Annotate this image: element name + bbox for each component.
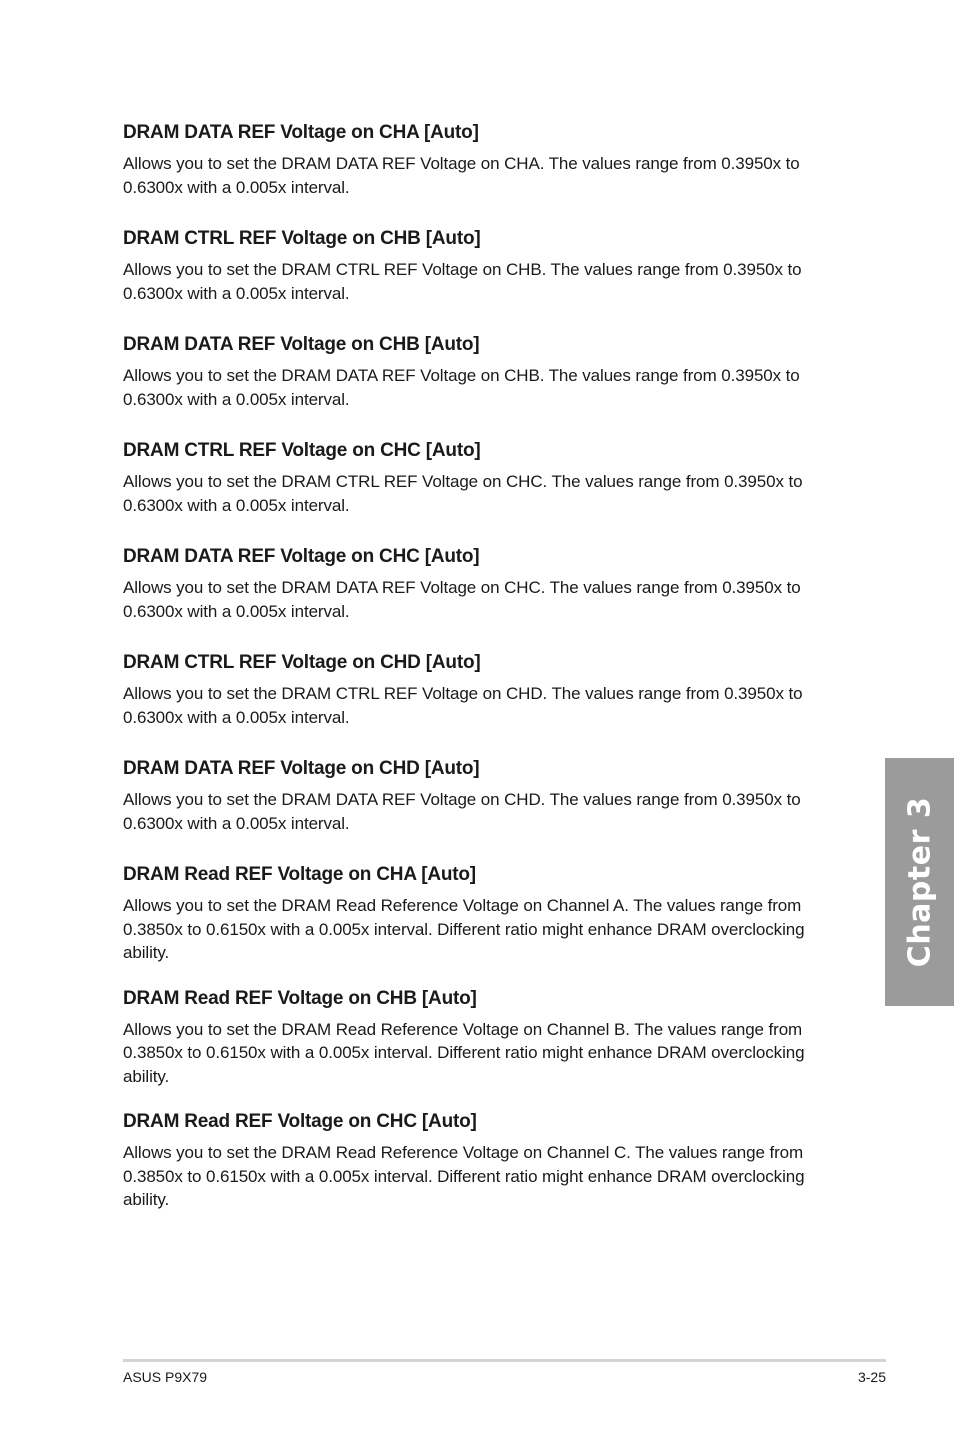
chapter-label: Chapter 3 [902,796,937,968]
page-content [123,121,835,1212]
section-dram-ctrl-ref-chb [123,227,835,305]
section-title: DRAM DATA REF Voltage on CHB [Auto] [123,334,480,355]
section-title: DRAM Read REF Voltage on CHC [Auto] [123,1111,477,1132]
footer-divider [123,1359,886,1362]
section-dram-ctrl-ref-chc [123,439,835,517]
section-dram-data-ref-cha [123,121,835,199]
section-title: DRAM DATA REF Voltage on CHA [Auto] [123,122,479,143]
section-description: Allows you to set the DRAM DATA REF Voltage on CHB. The values range from 0.3950x to 0.6300x with a 0.005x interval. [123,366,800,409]
footer-product-name: ASUS P9X79 [123,1369,208,1385]
section-dram-data-ref-chb [123,333,835,411]
section-dram-read-ref-chb [123,987,835,1089]
section-description: Allows you to set the DRAM Read Reference Voltage on Channel A. The values range from 0.3850x to 0.6150x with a 0.005x interval. Different ratio might enhance DRAM overclocking ability. [123,896,805,962]
section-description: Allows you to set the DRAM Read Reference Voltage on Channel B. The values range from 0.3850x to 0.6150x with a 0.005x interval. Different ratio might enhance DRAM overclocking ability. [123,1019,805,1086]
section-description: Allows you to set the DRAM CTRL REF Voltage on CHD. The values range from 0.3950x to 0.6300x with a 0.005x interval. [123,684,803,727]
section-dram-read-ref-chc [123,1110,835,1212]
section-dram-read-ref-cha [123,863,835,965]
section-title: DRAM DATA REF Voltage on CHC [Auto] [123,546,480,567]
chapter-tab [885,758,954,1006]
section-title: DRAM Read REF Voltage on CHA [Auto] [123,864,476,885]
section-title: DRAM CTRL REF Voltage on CHD [Auto] [123,652,481,673]
section-description: Allows you to set the DRAM CTRL REF Voltage on CHC. The values range from 0.3950x to 0.6300x with a 0.005x interval. [123,472,803,515]
section-title: DRAM CTRL REF Voltage on CHC [Auto] [123,440,481,461]
section-dram-data-ref-chd [123,757,835,835]
section-description: Allows you to set the DRAM CTRL REF Voltage on CHB. The values range from 0.3950x to 0.6300x with a 0.005x interval. [123,260,802,303]
section-dram-ctrl-ref-chd [123,651,835,729]
section-title: DRAM CTRL REF Voltage on CHB [Auto] [123,228,481,249]
section-description: Allows you to set the DRAM DATA REF Voltage on CHD. The values range from 0.3950x to 0.6300x with a 0.005x interval. [123,790,801,833]
section-description: Allows you to set the DRAM DATA REF Voltage on CHC. The values range from 0.3950x to 0.6300x with a 0.005x interval. [123,578,801,621]
section-dram-data-ref-chc [123,545,835,623]
footer-page-number: 3-25 [857,1369,886,1385]
section-title: DRAM Read REF Voltage on CHB [Auto] [123,987,477,1009]
section-description: Allows you to set the DRAM Read Reference Voltage on Channel C. The values range from 0.3850x to 0.6150x with a 0.005x interval. Different ratio might enhance DRAM overclocking ability. [123,1143,805,1209]
section-title: DRAM DATA REF Voltage on CHD [Auto] [123,758,480,779]
section-description: Allows you to set the DRAM DATA REF Voltage on CHA. The values range from 0.3950x to 0.6300x with a 0.005x interval. [123,154,800,197]
